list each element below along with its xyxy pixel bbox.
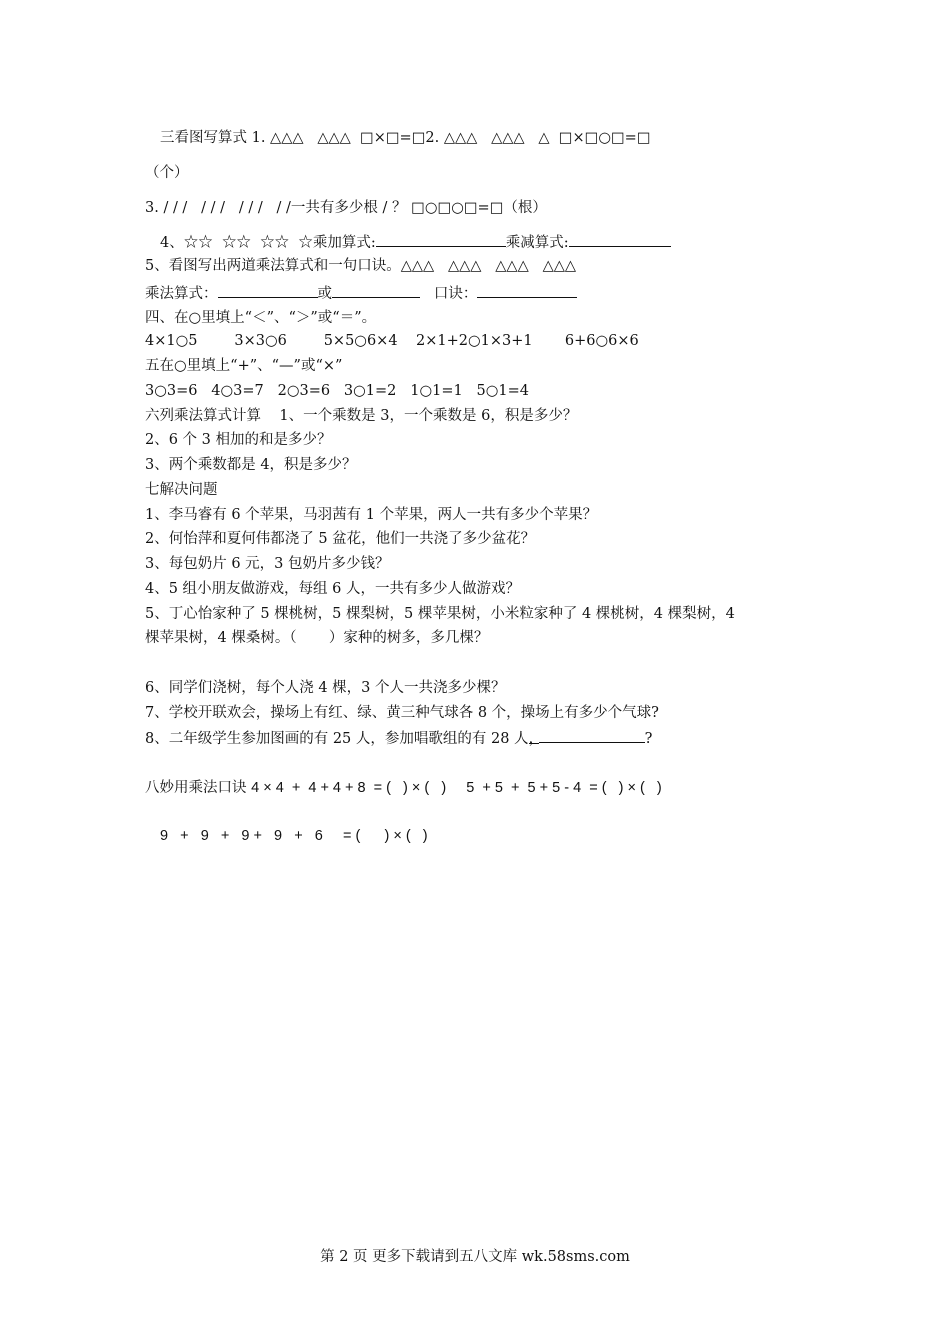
question-8-qmark: ? (644, 731, 653, 747)
section-5-problems: 3○3=6 4○3=7 2○3=6 3○1=2 1○1=1 5○1=4 (145, 383, 530, 399)
multiplication-label: 乘法算式： (145, 286, 218, 302)
page-footer: 第 2 页 更多下载请到五八文库 wk.58sms.com (320, 1249, 630, 1265)
section-6-question-3: 3、两个乘数都是 4，积是多少？ (145, 457, 357, 473)
multiplication-blank-2[interactable] (332, 283, 420, 298)
section-8-heading: 八妙用乘法口诀 (145, 780, 252, 796)
section-4-heading: 四、在○里填上“＜”、“＞”或“＝”。 (145, 310, 377, 326)
section-4-problems: 4×1○5 3×3○6 5×5○6×4 2×1+2○1×3+1 6+6○6×6 (145, 333, 639, 349)
section-3-question-4 (160, 232, 671, 253)
section-7-question-5-cont: 棵苹果树，4 棵桑树。（ ）家种的树多，多几棵？ (145, 630, 489, 646)
question-8-text: 8、二年级学生参加图画的有 25 人，参加唱歌组的有 28 人 (145, 731, 529, 747)
section-7-question-2: 2、何怡萍和夏何伟都浇了 5 盆花，他们一共浇了多少盆花？ (145, 531, 536, 547)
multiplication-blank-1[interactable] (218, 283, 318, 298)
section-8-expressions: 4 × 4 + 4 + 4 + 8 = ( ) × ( ) 5 + 5 + 5 + 5 - 4 = ( ) × ( ) (251, 780, 662, 796)
section-7-heading: 七解决问题 (145, 482, 218, 498)
section-7-question-1: 1、李马睿有 6 个苹果，马羽茜有 1 个苹果，两人一共有多少个苹果？ (145, 507, 598, 523)
multiply-subtract-blank[interactable] (569, 232, 671, 247)
section-3-question-3: 3. / / / / / / / / / / /一共有多少根 / ？ □○□○□=□（根） (145, 200, 547, 216)
section-7-question-7: 7、学校开联欢会，操场上有红、绿、黄三种气球各 8 个，操场上有多少个气球? (145, 705, 659, 721)
section-7-question-8 (145, 728, 652, 749)
section-3-line-2: （个） (145, 165, 189, 181)
rhyme-label: 口诀： (420, 286, 478, 302)
multiply-add-blank[interactable] (376, 232, 506, 247)
section-7-question-3: 3、每包奶片 6 元，3 包奶片多少钱？ (145, 556, 390, 572)
question-8-comma: ， (528, 731, 544, 747)
rhyme-blank[interactable] (477, 283, 577, 298)
section-5-heading: 五在○里填上“+”、“—”或“×” (145, 358, 343, 374)
question-5-answer-line (145, 283, 577, 304)
section-6-question-2: 2、6 个 3 相加的和是多少？ (145, 432, 332, 448)
section-3-question-5: 5、看图写出两道乘法算式和一句口诀。△△△ △△△ △△△ △△△ (145, 258, 577, 274)
section-7-question-6: 6、同学们浇树，每个人浇 4 棵，3 个人一共浇多少棵？ (145, 680, 506, 696)
section-7-question-4: 4、5 组小朋友做游戏，每组 6 人，一共有多少人做游戏？ (145, 581, 521, 597)
or-label: 或 (317, 286, 332, 302)
question-8-comma-blank (528, 729, 544, 747)
section-3-line-1: 三看图写算式 1. △△△ △△△ □×□=□2. △△△ △△△ △ □×□○□=□ (160, 130, 651, 146)
section-8-line-2: 9 + 9 + 9 + 9 + 6 = ( ) × ( ) (160, 828, 428, 844)
question-4-subtract-label: 乘减算式: (505, 235, 569, 251)
section-6-heading: 六列乘法算式计算 1、一个乘数是 3，一个乘数是 6，积是多少？ (145, 408, 578, 424)
section-8-line-1 (145, 778, 662, 798)
question-4-text: 4、☆☆ ☆☆ ☆☆ ☆乘加算式: (160, 235, 376, 251)
section-7-question-5: 5、丁心怡家种了 5 棵桃树，5 棵梨树，5 棵苹果树，小米粒家种了 4 棵桃树，4 棵梨树，4 (145, 606, 735, 622)
question-8-blank[interactable] (539, 728, 645, 743)
